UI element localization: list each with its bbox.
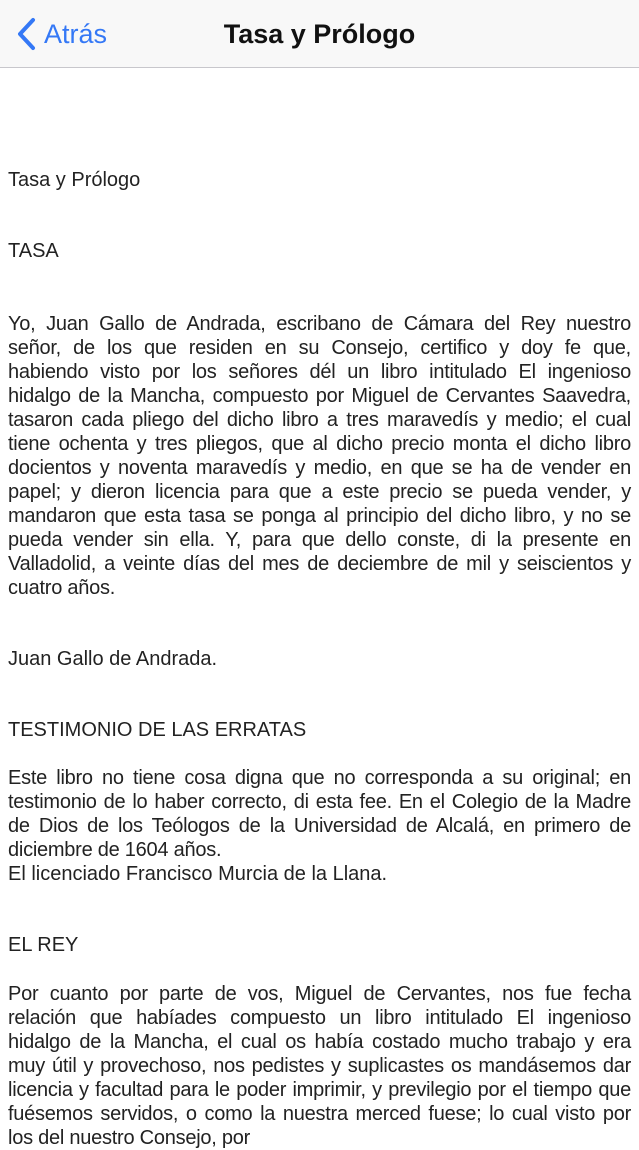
erratas-heading: TESTIMONIO DE LAS ERRATAS: [8, 719, 307, 741]
page-title: Tasa y Prólogo: [223, 19, 416, 49]
back-label: Atrás: [44, 19, 108, 49]
rey-paragraph: Por cuanto por parte de vos, Miguel de Cervantes, nos fue fecha relación que habíades compuesto un libro intitulado El ingenioso hidalgo de la Mancha, el cual os había costado mucho trabajo y era muy útil y provechoso, nos pedistes y suplicastes os mandásemos dar licencia y facultad para le poder imprimir, y previlegio por el tiempo que fuésemos servidos, o como la nuestra merced fuese; lo cual visto por los del nuestro Consejo, por: [8, 983, 631, 1149]
rey-heading: EL REY: [8, 934, 79, 956]
erratas-paragraph: Este libro no tiene cosa digna que no corresponda a su original; en testimonio de lo haber correcto, di esta fee. En el Colegio de la Madre de Dios de los Teólogos de la Universidad de Alcalá, en primero de diciembre de 1604 años.: [8, 767, 631, 861]
document-heading: Tasa y Prólogo: [8, 169, 141, 191]
erratas-signature: El licenciado Francisco Murcia de la Llana.: [8, 863, 388, 885]
document-scroll-view[interactable]: [0, 69, 639, 1149]
tasa-paragraph: Yo, Juan Gallo de Andrada, escribano de Cámara del Rey nuestro señor, de los que residen en su Consejo, certifico y doy fe que, habiendo visto por los señores dél un libro intitulado El ingenioso hidalgo de la Mancha, compuesto por Miguel de Cervantes Saavedra, tasaron cada pliego del dicho libro a tres maravedís y medio; el cual tiene ochenta y tres pliegos, que al dicho precio monta el dicho libro docientos y noventa maravedís y medio, en que se ha de vender en papel; y dieron licencia para que a este precio se pueda vender, y mandaron que esta tasa se ponga al principio del dicho libro, y no se pueda vender sin ella. Y, para que dello conste, di la presente en Valladolid, a veinte días del mes de deciembre de mil y seiscientos y cuatro años.: [8, 313, 631, 599]
navigation-bar: [0, 0, 639, 68]
tasa-signature: Juan Gallo de Andrada.: [8, 648, 218, 670]
tasa-heading: TASA: [8, 240, 59, 262]
